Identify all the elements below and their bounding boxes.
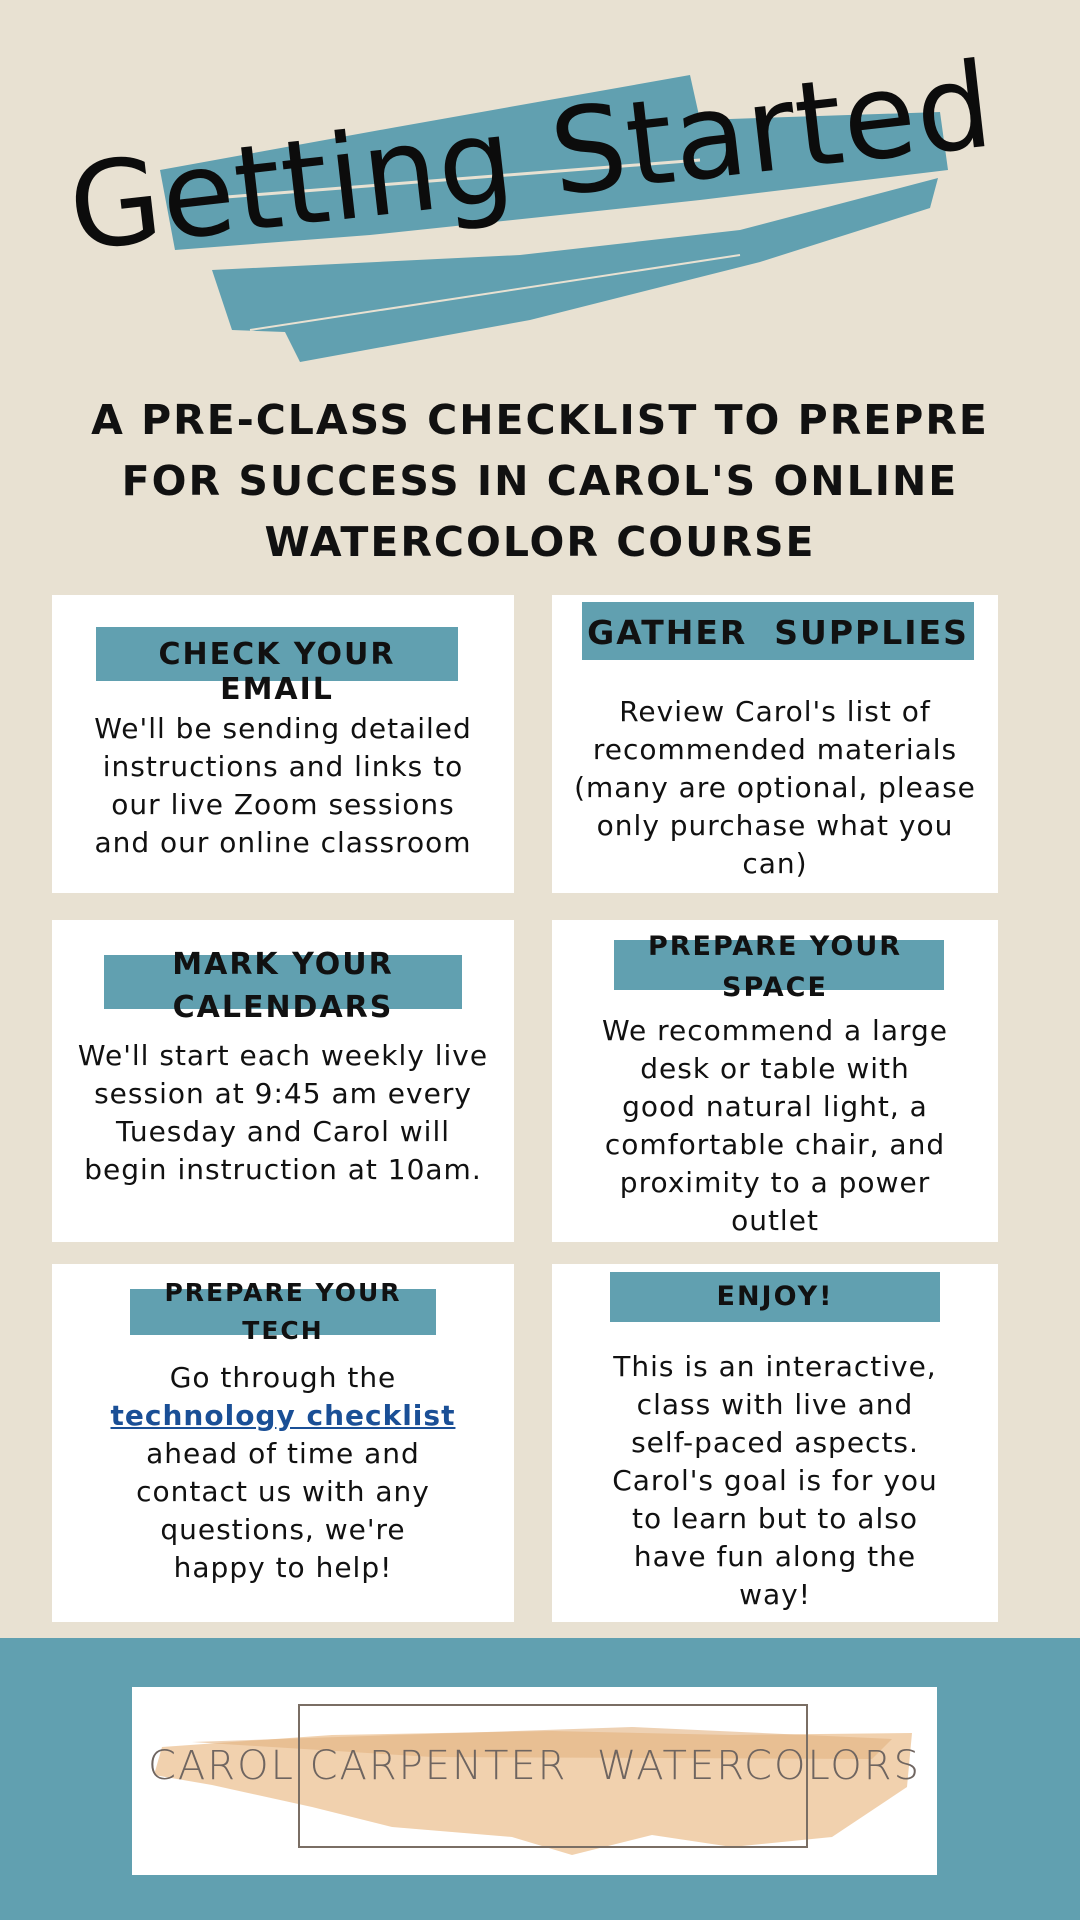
card-check-email (52, 595, 514, 893)
card-prepare-space (552, 920, 998, 1242)
card-body-text: ahead of time and contact us with any questions, we're happy to help! (136, 1437, 430, 1584)
card-body-text: Go through the (169, 1361, 397, 1394)
card-body: We'll start each weekly live session at 9:45 am every Tuesday and Carol will begin instruction at 10am. (77, 1039, 489, 1186)
footer (0, 1638, 1080, 1920)
card-enjoy (552, 1264, 998, 1622)
card-body: Review Carol's list of recommended materials (many are optional, please only purchase what you can) (574, 695, 976, 880)
card-body (110, 1359, 456, 1587)
card-prepare-tech (52, 1264, 514, 1622)
logo-text: CAROL CARPENTER WATERCOLORS (148, 1743, 921, 1789)
card-gather-supplies (552, 595, 998, 893)
page-title: Getting Started (62, 35, 1000, 278)
card-heading: ENJOY! (716, 1281, 834, 1312)
card-heading: MARK YOUR CALENDARS (172, 947, 394, 1025)
card-body: This is an interactive, class with live and self-paced aspects. Carol's goal is for you to learn but to also have fun along the way! (612, 1350, 938, 1611)
hero (0, 0, 1080, 390)
card-heading: PREPARE YOUR TECH (164, 1278, 402, 1345)
card-heading-bar (96, 627, 458, 707)
card-body: We'll be sending detailed instructions and links to our live Zoom sessions and our online classroom (94, 712, 472, 859)
card-heading: GATHER SUPPLIES (587, 613, 969, 652)
brand-logo (132, 1687, 937, 1875)
technology-checklist-link[interactable]: technology checklist (110, 1399, 456, 1432)
card-body: We recommend a large desk or table with good natural light, a comfortable chair, and proximity to a power outlet (601, 1014, 949, 1237)
page-subtitle: A PRE-CLASS CHECKLIST TO PREPRE FOR SUCCESS IN CAROL'S ONLINE WATERCOLOR COURSE (91, 396, 989, 566)
card-heading-bar (610, 1272, 940, 1322)
card-heading: PREPARE YOUR SPACE (647, 931, 903, 1003)
card-mark-calendars (52, 920, 514, 1242)
card-heading: CHECK YOUR EMAIL (158, 637, 396, 707)
card-heading-bar (582, 602, 974, 660)
